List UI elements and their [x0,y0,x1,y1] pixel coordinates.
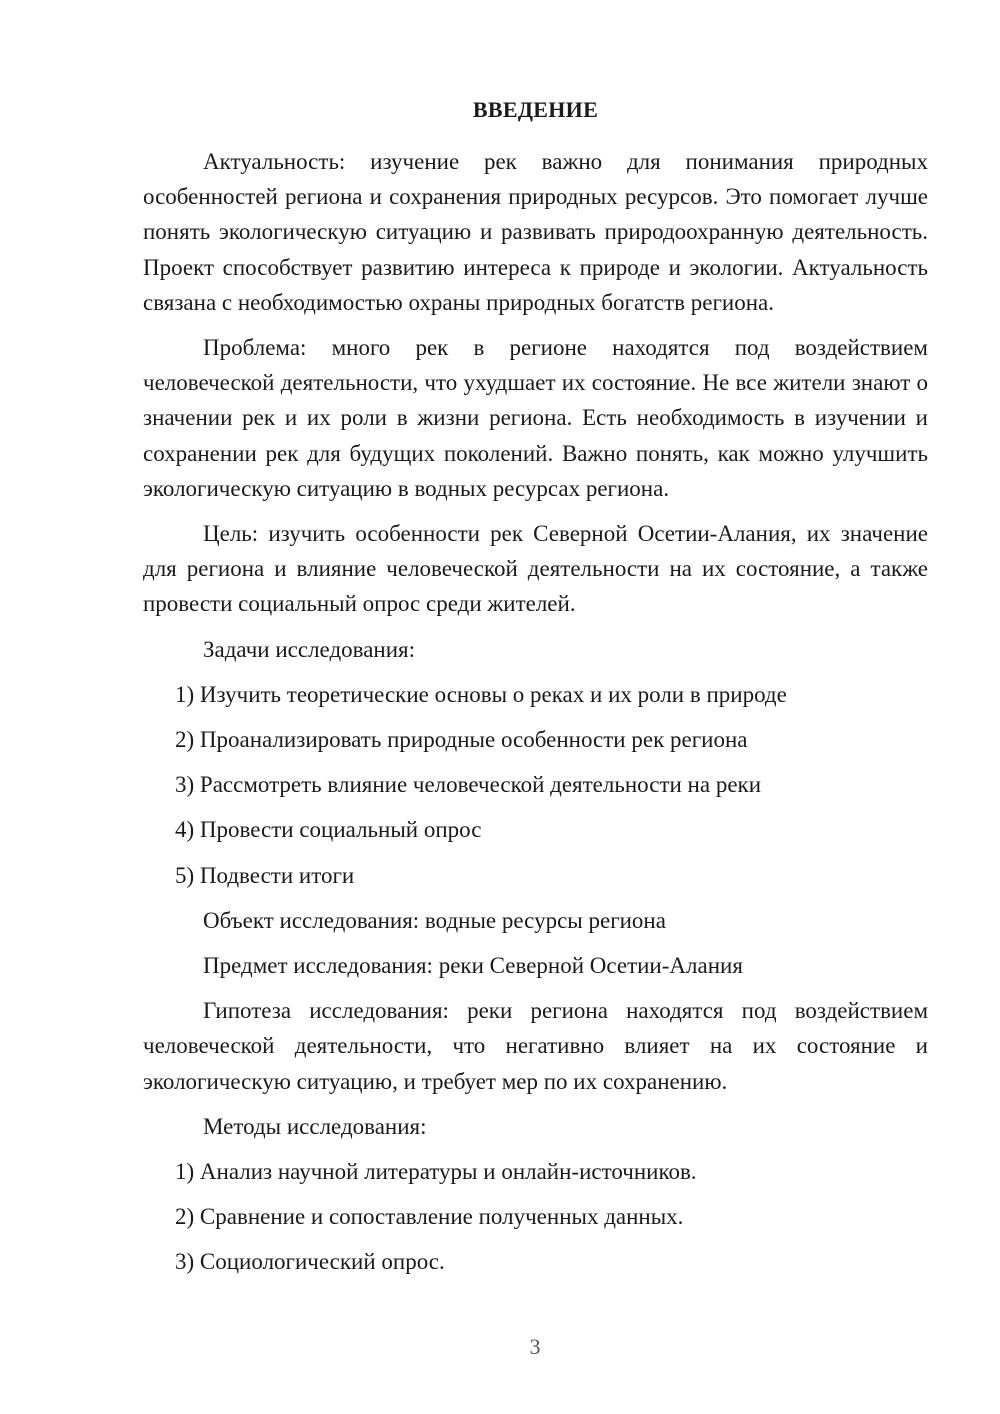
goal-paragraph: Цель: изучить особенности рек Северной Осетии-Алания, их значение для региона и влияние человеческой деятельности на их состояние, а также провести социальный опрос среди жителей. [143,521,928,617]
method-item-2: 2) Сравнение и сопоставление полученных данных. [175,1204,684,1230]
task-item-2: 2) Проанализировать природные особенности рек региона [175,727,748,753]
page-heading: ВВЕДЕНИЕ [472,97,599,122]
research-object: Объект исследования: водные ресурсы региона [203,907,666,933]
method-item-1: 1) Анализ научной литературы и онлайн-источников. [175,1159,697,1185]
task-item-5: 5) Подвести итоги [175,862,355,888]
research-subject: Предмет исследования: реки Северной Осетии-Алания [203,953,743,979]
task-item-4: 4) Провести социальный опрос [175,817,482,843]
hypothesis-paragraph: Гипотеза исследования: реки региона находятся под воздействием человеческой деятельности, что негативно влияет на их состояние и экологическую ситуацию, и требует мер по их сохранению. [143,998,928,1094]
relevance-paragraph: Актуальность: изучение рек важно для понимания природных особенностей региона и сохранения природных ресурсов. Это помогает лучше понять экологическую ситуацию и развивать природоохранную деятельность. Проект способствует развитию интереса к природе и экологии. Актуальность связана с необходимостью охраны природных богатств региона. [143,149,928,315]
task-item-3: 3) Рассмотреть влияние человеческой деятельности на реки [175,772,762,798]
method-item-3: 3) Социологический опрос. [175,1249,445,1275]
tasks-label: Задачи исследования: [203,636,416,662]
problem-paragraph: Проблема: много рек в регионе находятся под воздействием человеческой деятельности, что ухудшает их состояние. Не все жители знают о значении рек и их роли в жизни региона. Есть необходимость в изучении и сохранении рек для будущих поколений. Важно понять, как можно улучшить экологическую ситуацию в водных ресурсах региона. [143,335,928,501]
methods-label: Методы исследования: [203,1113,427,1139]
document-page [143,92,928,1290]
task-item-1: 1) Изучить теоретические основы о реках и их роли в природе [175,681,787,707]
page-number: 3 [529,1334,541,1359]
